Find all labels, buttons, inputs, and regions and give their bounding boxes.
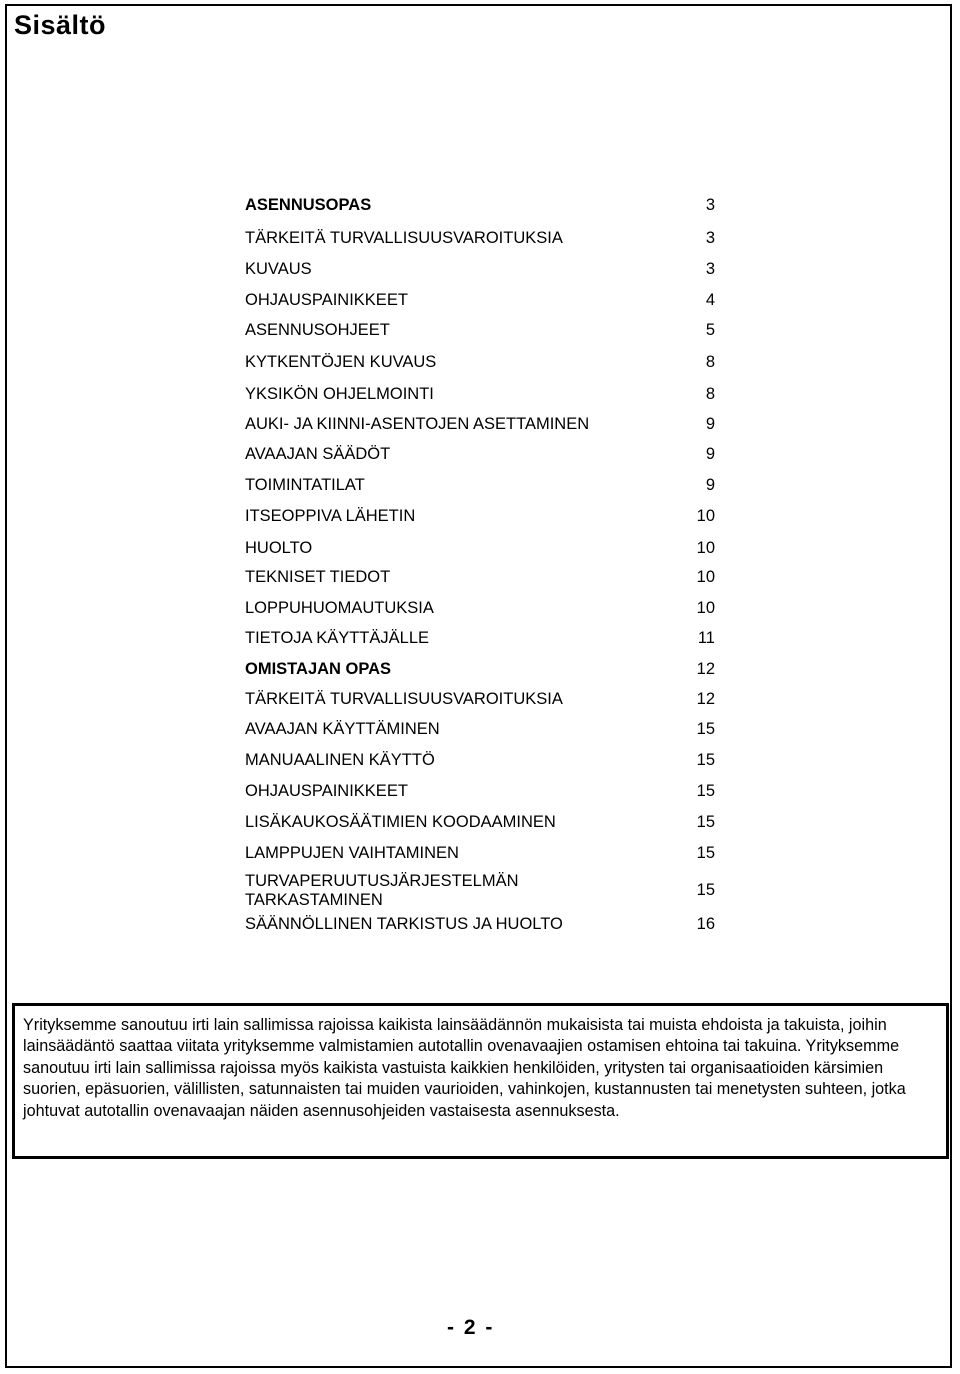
disclaimer-box: Yrityksemme sanoutuu irti lain sallimissa rajoissa kaikista lainsäädännön mukaisista tai muista ehdoista ja takuista, joihin lainsäädäntö saattaa viitata yrityksemme valmistamien autotallin ovenavaajien ostamisen ehtoina tai takuina. Yrityksemme sanoutuu irti lain sallimissa rajoissa myös kaikista vastuista kaikkien henkilöiden, yritysten tai organisaatioiden kärsimien suorien, epäsuorien, välillisten, satunnaisten tai muiden vaurioiden, vahinkojen, kustannusten tai menetysten suhteen, jotka johtuvat autotallin ovenavaajan näiden asennusohjeiden vastaisesta asennuksesta. [12,1003,949,1159]
toc-entry-page: 12 [696,660,715,678]
toc-entry-page: 9 [705,476,715,494]
toc-entry-page: 3 [705,196,715,214]
toc-entry-title: AVAAJAN KÄYTTÄMINEN [245,720,440,738]
toc-entry-page: 3 [705,260,715,278]
toc-entry-title: HUOLTO [245,539,313,557]
toc-entry-page: 8 [705,385,715,403]
toc-entry-title-line: TURVAPERUUTUSJÄRJESTELMÄN [245,872,519,890]
toc-entry-page: 11 [697,629,715,647]
toc-entry-title: KYTKENTÖJEN KUVAUS [245,353,437,371]
toc-entry-title: ASENNUSOHJEET [245,321,390,339]
toc-entry-page: 15 [696,844,715,862]
toc-entry-page: 10 [696,599,715,617]
page-title: Sisältö [14,10,107,40]
toc-entry-page: 8 [705,353,715,371]
toc-entry-title: ITSEOPPIVA LÄHETIN [245,507,416,525]
toc-entry-page: 4 [705,291,715,309]
toc-entry-title-line: TARKASTAMINEN [245,891,383,909]
toc-entry-title: TÄRKEITÄ TURVALLISUUSVAROITUKSIA [245,229,563,247]
toc-entry-page: 15 [696,881,715,899]
toc-entry-page: 15 [696,782,715,800]
toc-entry-title: MANUAALINEN KÄYTTÖ [245,751,435,769]
toc-entry-page: 15 [696,751,715,769]
toc-entry-page: 15 [696,720,715,738]
toc-entry-page: 10 [696,507,715,525]
toc-entry-title: OHJAUSPAINIKKEET [245,291,408,309]
toc-entry-page: 9 [705,445,715,463]
toc-entry-title: OHJAUSPAINIKKEET [245,782,408,800]
toc-entry-title: LISÄKAUKOSÄÄTIMIEN KOODAAMINEN [245,813,556,831]
toc-entry-page: 15 [696,813,715,831]
toc-entry-title: ASENNUSOPAS [245,196,372,214]
toc-entry-title: AVAAJAN SÄÄDÖT [245,445,391,463]
toc-entry-page: 10 [696,539,715,557]
toc-entry-title: TEKNISET TIEDOT [245,568,391,586]
toc-entry-title: SÄÄNNÖLLINEN TARKISTUS JA HUOLTO [245,915,563,933]
page-number: - 2 - [447,1316,495,1339]
toc-entry-page: 16 [696,915,715,933]
toc-entry-title: LOPPUHUOMAUTUKSIA [245,599,434,617]
toc-entry-title: TIETOJA KÄYTTÄJÄLLE [245,629,430,647]
toc-entry-page: 9 [705,415,715,433]
toc-entry-title: AUKI- JA KIINNI-ASENTOJEN ASETTAMINEN [245,415,590,433]
toc-entry-title: YKSIKÖN OHJELMOINTI [245,385,434,403]
page-border [5,4,952,1368]
toc-entry-title: TÄRKEITÄ TURVALLISUUSVAROITUKSIA [245,690,563,708]
toc-entry-page: 3 [705,229,715,247]
toc-entry-title: KUVAUS [245,260,312,278]
toc-entry-page: 10 [696,568,715,586]
toc-entry-title: LAMPPUJEN VAIHTAMINEN [245,844,459,862]
toc-entry-title: TOIMINTATILAT [245,476,365,494]
toc-entry-title: OMISTAJAN OPAS [245,660,392,678]
toc-entry-title [245,872,519,910]
toc-entry-page: 5 [705,321,715,339]
toc-entry-page: 12 [696,690,715,708]
